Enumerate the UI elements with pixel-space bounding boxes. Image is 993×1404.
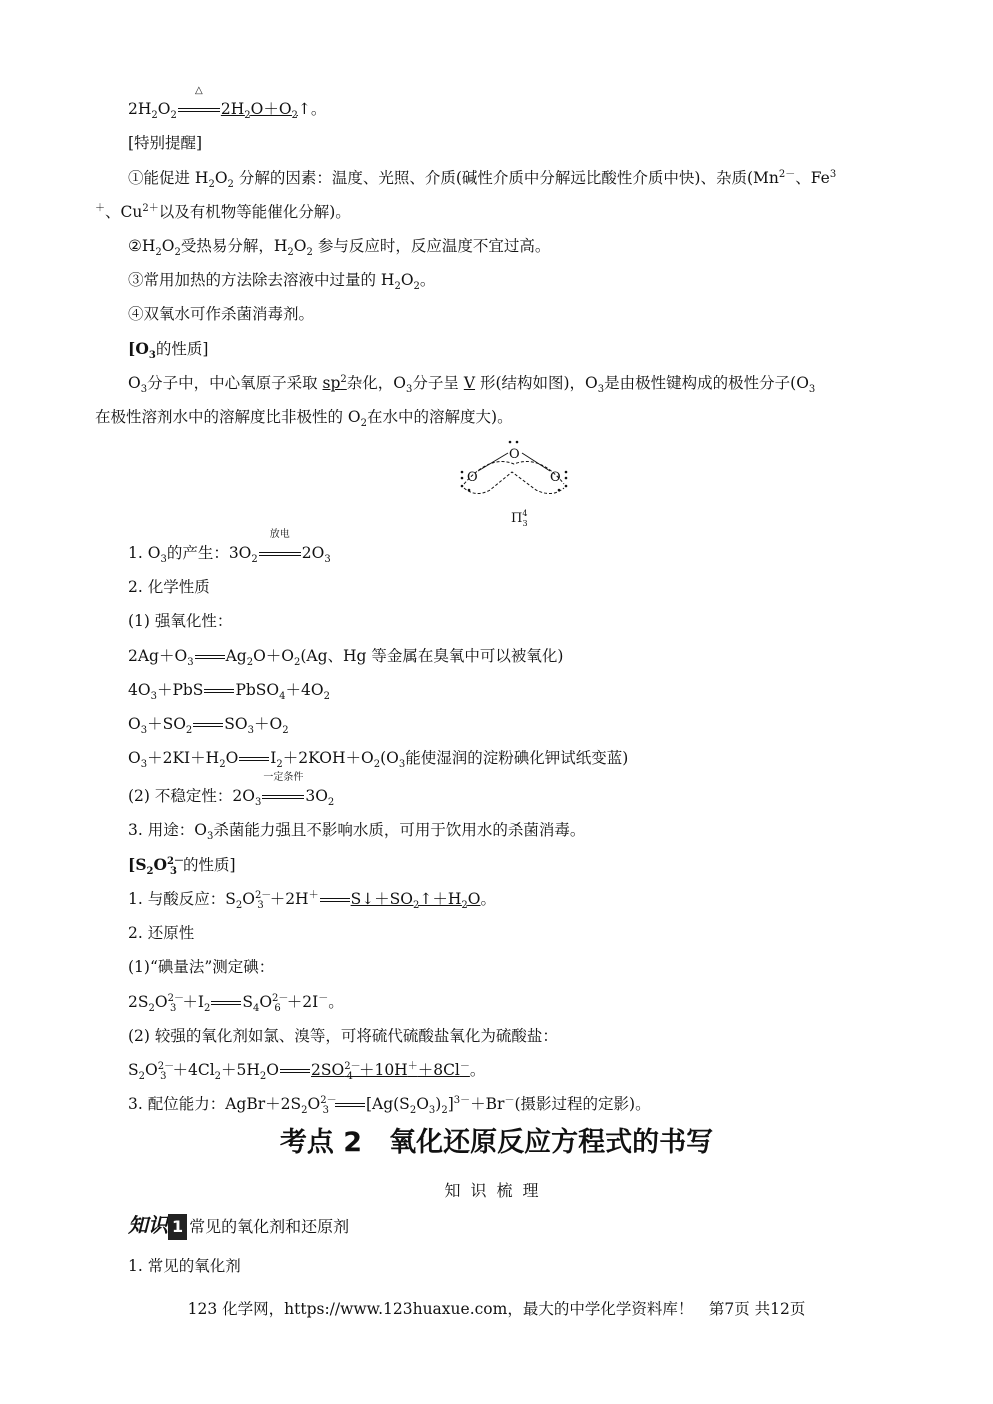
text: 1. 与酸反应：S (128, 890, 236, 908)
subscript: 3 (169, 866, 177, 877)
section-heading: 考点 2 氧化还原反应方程式的书写 (279, 1127, 714, 1158)
equals-sign (320, 898, 350, 902)
text: ＋5H (221, 1061, 260, 1079)
subscript: 3 (169, 1003, 177, 1014)
subscript: 3 (187, 657, 194, 668)
text: S (242, 993, 253, 1011)
knowledge-title-text: 常见的氧化剂和还原剂 (189, 1217, 350, 1236)
text: 。 (419, 271, 436, 289)
subscript: 2 (138, 1071, 145, 1082)
text: ↑＋H (419, 890, 462, 908)
section-subheading: 知识梳理 (444, 1181, 549, 1200)
text: V (463, 374, 476, 392)
subscript: 3 (140, 725, 148, 736)
superscript: 4 (522, 509, 528, 518)
superscript: ＋ (95, 203, 105, 214)
text: ＋Br (470, 1095, 505, 1113)
text: 3. 配位能力：AgBr＋2S (128, 1095, 302, 1113)
text: 形(结构如图)，O (475, 374, 598, 392)
text: 分子中，中心氧原子采取 (147, 374, 323, 392)
equals-sign (239, 757, 269, 761)
special-note-title: [特别提醒] (128, 134, 203, 152)
text: ＋4Cl (172, 1061, 215, 1079)
subscript: 2 (394, 281, 401, 292)
reaction-condition (178, 85, 220, 120)
subscript: 2 (214, 1071, 222, 1082)
text: ↑。 (297, 100, 327, 118)
subscript: 2 (323, 691, 330, 702)
text: 的性质] (182, 856, 236, 874)
superscript: ＋ (407, 1061, 418, 1072)
note-3 (128, 269, 435, 291)
section-o3-title (128, 338, 208, 360)
equation-cl2 (128, 1059, 485, 1081)
superscript: 2－ (778, 169, 796, 180)
o3-use (128, 819, 585, 841)
text: SO (224, 715, 248, 733)
text: 2H (128, 100, 152, 118)
subscript: 2 (306, 247, 313, 258)
text: [S (128, 855, 147, 874)
subscript: 2 (174, 247, 181, 258)
subscript: 3 (247, 725, 254, 736)
text: [O (128, 339, 149, 358)
subscript: 4 (252, 1003, 260, 1014)
subscript: 3 (140, 384, 148, 395)
subscript: 3 (406, 384, 413, 395)
text: [Ag(S (365, 1095, 410, 1113)
subscript: 3 (522, 519, 528, 526)
subscript: 3 (398, 759, 406, 770)
text: 以及有机物等能催化分解)。 (158, 203, 351, 221)
subscript: 6 (274, 1003, 281, 1014)
subscript: 3 (428, 1105, 436, 1116)
text: S↓＋SO (350, 890, 414, 908)
reducibility-title: 2. 还原性 (128, 924, 195, 942)
subscript: 2 (413, 900, 420, 911)
text: (2) 不稳定性：2O (128, 787, 255, 805)
text: 2O (301, 544, 325, 562)
instability (128, 772, 335, 808)
text: O (242, 890, 255, 908)
text: ＋O (254, 715, 283, 733)
knowledge-tag: 知识 (128, 1213, 168, 1237)
equation-pbs-o3 (128, 679, 330, 701)
text: 2Ag＋O (128, 647, 188, 665)
condition-label: △ (195, 85, 203, 96)
section-s2o3-title (128, 854, 236, 876)
text: 。 (469, 1061, 486, 1079)
o3-production (128, 529, 331, 565)
text: O (307, 1095, 321, 1113)
subscript: 2 (360, 418, 368, 429)
note-2 (128, 235, 550, 257)
text: 分解的因素：温度、光照、介质(碱性介质中分解远比酸性介质中快)、杂质(Mn (233, 169, 779, 187)
text: ＋I (182, 993, 204, 1011)
subscript: 2 (301, 1105, 308, 1116)
subscript: 2 (148, 1003, 155, 1014)
equals-sign (178, 108, 220, 112)
subscript: 2 (227, 179, 234, 190)
text: 2H (220, 100, 245, 118)
subscript: 4 (279, 691, 286, 702)
text: ＋2I (286, 993, 319, 1011)
subscript: 2 (409, 1105, 417, 1116)
iodometry-title: (1)“碘量法”测定碘： (128, 958, 275, 976)
superscript: 2－ (320, 1095, 337, 1106)
equals-sign (204, 689, 234, 693)
subscript: 2 (185, 725, 193, 736)
text: 分子呈 (412, 374, 464, 392)
text: O (225, 749, 239, 767)
text: O (153, 855, 168, 874)
superscript: 2 (340, 374, 347, 385)
superscript: 2＋ (142, 203, 159, 214)
subscript: 2 (235, 900, 243, 911)
subscript: 2 (246, 657, 254, 668)
text: ＋10H (358, 1061, 408, 1079)
text: ) (435, 1095, 442, 1113)
subscript: 2 (170, 110, 177, 121)
text: Ag (225, 647, 247, 665)
superscript: 3 (829, 169, 837, 180)
text: 3O (305, 787, 328, 805)
subscript: 2 (291, 110, 298, 121)
subscript: 2 (146, 866, 154, 877)
pi-orbital-lower (464, 472, 564, 494)
note-1-line-2 (95, 201, 351, 223)
common-oxidants-title: 1. 常见的氧化剂 (128, 1257, 241, 1275)
text: (摄影过程的定影)。 (514, 1095, 651, 1113)
subscript: 3 (160, 554, 167, 565)
text: (Ag、Hg 等金属在臭氧中可以被氧化) (300, 647, 564, 665)
text: 杂化，O (346, 374, 407, 392)
equation-ki-o3 (128, 747, 628, 769)
subscript: 4 (346, 1071, 353, 1082)
pi-symbol: Π (511, 511, 523, 526)
equals-sign (193, 723, 223, 727)
text: 3. 用途：O (128, 821, 207, 839)
subscript: 2 (219, 759, 226, 770)
text: 受热易分解，H (180, 237, 288, 255)
equation-so2-o3 (128, 713, 289, 735)
center-oxygen-atom: O (509, 447, 520, 462)
text: I (270, 749, 277, 767)
subscript: 2 (373, 759, 381, 770)
superscript: 2－ (344, 1061, 361, 1072)
subscript: 2 (251, 554, 258, 565)
subscript: 3 (254, 797, 262, 808)
o3-molecule-diagram (450, 436, 580, 526)
equals-sign (195, 655, 225, 659)
subscript: 3 (324, 554, 331, 565)
superscript: － (504, 1095, 515, 1106)
subscript: 3 (206, 831, 214, 842)
subscript: 3 (150, 691, 157, 702)
strong-oxidizing-title: (1) 强氧化性： (128, 612, 233, 630)
knowledge-point-title (128, 1212, 349, 1240)
superscript: 2－ (157, 1061, 175, 1072)
text: O (400, 271, 414, 289)
right-oxygen-atom: O (550, 470, 561, 485)
pi-orbital-upper (464, 462, 564, 485)
text: sp (322, 374, 341, 392)
subscript: 2 (282, 725, 289, 736)
text: O (467, 890, 481, 908)
superscript: － (318, 993, 329, 1004)
subscript: 2 (155, 247, 162, 258)
text: O (157, 100, 171, 118)
text: 4O (128, 681, 151, 699)
text: ＋2KI＋H (147, 749, 220, 767)
text: O (128, 715, 141, 733)
note-4: ④双氧水可作杀菌消毒剂。 (128, 305, 315, 323)
text: 在水中的溶解度大)。 (367, 408, 513, 426)
subscript: 2 (461, 900, 468, 911)
oxidation-by-halogens: (2) 较强的氧化剂如氯、溴等，可将硫代硫酸盐氧化为硫酸盐： (128, 1027, 558, 1045)
superscript: 2－ (254, 890, 272, 901)
equation-iodometry (128, 991, 344, 1013)
subscript: 2 (413, 281, 420, 292)
text: (O (380, 749, 399, 767)
subscript: 3 (597, 384, 605, 395)
text: 。 (328, 993, 344, 1011)
equals-sign (280, 1069, 310, 1073)
text: 参与反应时，反应温度不宜过高。 (312, 237, 551, 255)
subscript: 3 (140, 759, 148, 770)
text: 2SO (311, 1061, 345, 1079)
subscript: 2 (441, 1105, 448, 1116)
text: 在极性溶剂水中的溶解度比非极性的 O (95, 408, 361, 426)
text: O (161, 237, 175, 255)
subscript: 2 (287, 247, 294, 258)
note-1-line-1 (128, 167, 836, 189)
text: PbSO (235, 681, 280, 699)
text: O (128, 374, 141, 392)
s2o3-acid-reaction (128, 888, 496, 910)
equation-h2o2-decomposition (128, 85, 327, 121)
reaction-condition (262, 772, 304, 807)
text: O (259, 993, 273, 1011)
equals-sign (335, 1103, 365, 1107)
text: ③常用加热的方法除去溶液中过量的 H (128, 271, 395, 289)
text: O (214, 169, 228, 187)
left-oxygen-atom: O (467, 470, 478, 485)
equals-sign (211, 1001, 241, 1005)
text: O (293, 237, 307, 255)
subscript: 3 (322, 1105, 329, 1116)
subscript: 2 (327, 797, 335, 808)
text: O (154, 993, 168, 1011)
condition-label: 放电 (269, 529, 290, 540)
text: O (145, 1061, 158, 1079)
condition-label: 一定条件 (263, 772, 304, 783)
page-footer: 123 化学网，https://www.123huaxue.com，最大的中学化学资料库！ 第7页 共12页 (187, 1300, 806, 1318)
superscript: 2－ (167, 856, 184, 867)
o3-structure-line-2 (95, 406, 513, 428)
superscript: － (459, 1061, 470, 1072)
text: 的性质] (155, 340, 209, 358)
text: ] (447, 1095, 454, 1113)
subscript: 3 (257, 900, 264, 911)
text: ＋8Cl (417, 1061, 460, 1079)
reaction-condition (259, 529, 301, 564)
chemical-properties-title: 2. 化学性质 (128, 578, 210, 596)
text: ＋4O (285, 681, 324, 699)
text: 1. O (128, 544, 161, 562)
text: O＋O (253, 647, 294, 665)
text: 、Cu (105, 203, 143, 221)
text: ＋2KOH＋O (282, 749, 374, 767)
text: 2S (128, 993, 149, 1011)
text: ＋PbS (156, 681, 204, 699)
subscript: 2 (244, 110, 251, 121)
text: O (128, 749, 141, 767)
text: ＋2H (269, 890, 309, 908)
text: 是由极性键构成的极性分子(O (604, 374, 809, 392)
text: ①能促进 H (128, 169, 209, 187)
equals-sign (262, 795, 304, 799)
equation-ag-o3 (128, 645, 563, 667)
o3-structure-line-1 (128, 372, 815, 394)
text: S (128, 1061, 139, 1079)
superscript: ＋ (308, 890, 319, 901)
text: 的产生：3O (166, 544, 252, 562)
superscript: 2－ (272, 993, 289, 1004)
text: O＋O (250, 100, 292, 118)
subscript: 2 (259, 1071, 267, 1082)
text: 能使湿润的淀粉碘化钾试纸变蓝) (405, 749, 629, 767)
text: O (266, 1061, 280, 1079)
text: 。 (480, 890, 497, 908)
coordination-ability (128, 1093, 651, 1115)
subscript: 2 (203, 1003, 211, 1014)
subscript: 3 (148, 350, 156, 361)
text: 杀菌能力强且不影响水质，可用于饮用水的杀菌消毒。 (213, 821, 586, 839)
subscript: 2 (208, 179, 215, 190)
superscript: 3－ (453, 1095, 471, 1106)
text: O (416, 1095, 429, 1113)
text: ②H (128, 237, 156, 255)
subscript: 3 (160, 1071, 167, 1082)
knowledge-number-badge: 1 (168, 1214, 187, 1240)
text: 、Fe (795, 169, 830, 187)
subscript: 2 (151, 110, 158, 121)
pi-bond-label (511, 509, 528, 526)
text: ＋SO (147, 715, 186, 733)
superscript: 2－ (167, 993, 184, 1004)
subscript: 2 (293, 657, 301, 668)
equals-sign (259, 552, 301, 556)
subscript: 2 (276, 759, 283, 770)
subscript: 3 (808, 384, 816, 395)
